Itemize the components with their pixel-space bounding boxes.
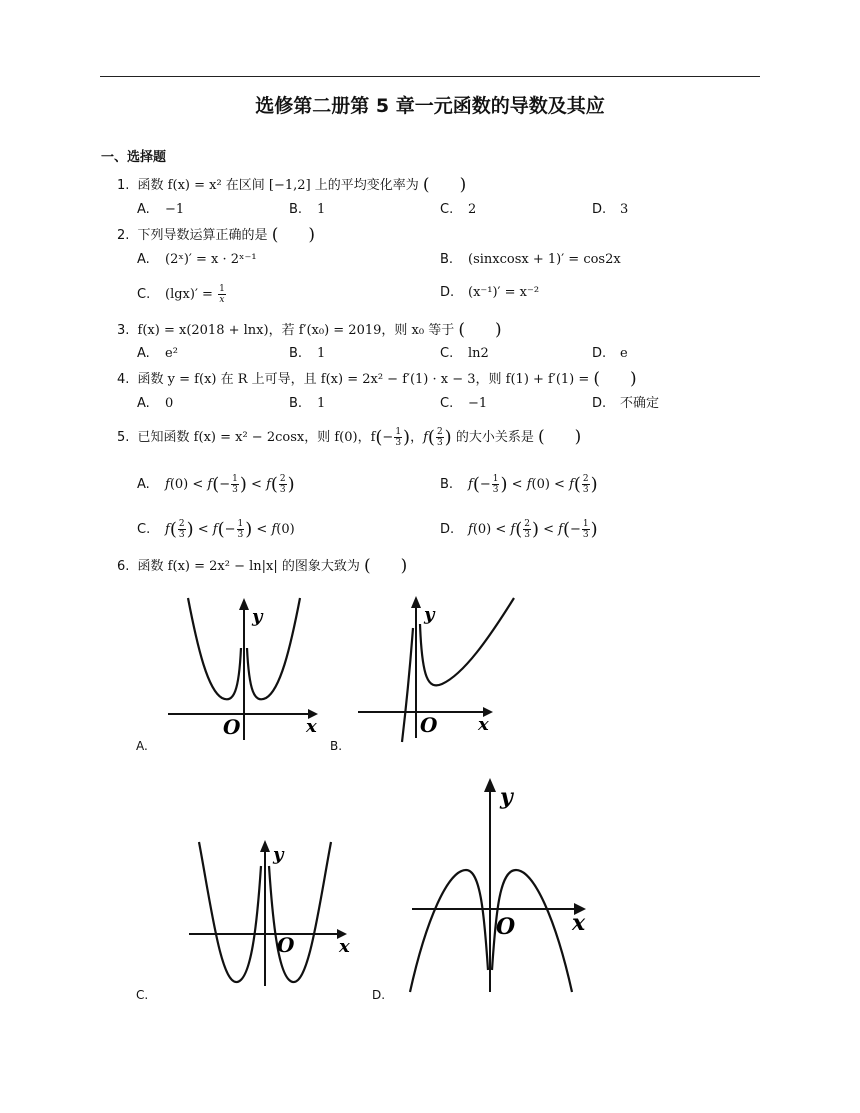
answer-blank: ( ) xyxy=(538,427,582,447)
option-a[interactable]: A. 0 xyxy=(137,396,174,411)
question-number: 5. xyxy=(117,430,130,445)
option-d[interactable]: D. e xyxy=(592,346,628,361)
y-label: y xyxy=(500,784,513,810)
question-stem: 函数 y = f(x) 在 R 上可导，且 f(x) = 2x² − f′(1) · x − 3，则 f(1) + f′(1) = xyxy=(137,372,590,387)
graph-label-d: D. xyxy=(372,988,386,1002)
question-stem-tail: 的大小关系是 xyxy=(455,430,534,445)
origin-label: O xyxy=(420,713,438,737)
answer-blank: ( ) xyxy=(458,320,502,340)
option-text: −1 xyxy=(468,396,488,411)
answer-blank: ( ) xyxy=(364,556,408,576)
question-number: 6. xyxy=(117,559,130,574)
option-b[interactable]: B. 1 xyxy=(289,346,326,361)
option-text: 1 xyxy=(317,396,326,411)
graph-c[interactable] xyxy=(185,836,370,996)
section-heading: 一、选择题 xyxy=(101,150,167,165)
option-b[interactable]: B. f(− $\frac{1}{3}$ ) < f(0) < f( $\frac{2}{3}$ ) xyxy=(440,474,598,495)
answer-blank: ( ) xyxy=(271,225,315,245)
option-b[interactable]: B. 1 xyxy=(289,396,326,411)
curve-left xyxy=(402,628,413,742)
fraction: $\frac{1}{x}$ xyxy=(219,284,225,305)
graph-b[interactable] xyxy=(354,588,524,748)
answer-blank: ( ) xyxy=(593,369,637,389)
curve-left xyxy=(410,870,488,992)
option-b[interactable]: B. 1 xyxy=(289,202,326,217)
question-number: 2. xyxy=(117,228,130,243)
question-4 xyxy=(117,370,637,389)
y-arrow xyxy=(239,598,249,610)
option-d[interactable]: D. (x⁻¹)′ = x⁻² xyxy=(440,285,540,300)
option-text: 2 xyxy=(468,202,477,217)
option-text: 3 xyxy=(620,202,629,217)
question-stem: 函数 f(x) = 2x² − ln|x| 的图象大致为 xyxy=(137,559,360,574)
graph-d[interactable] xyxy=(396,770,606,1000)
option-a[interactable]: A. −1 xyxy=(137,202,185,217)
y-label: y xyxy=(252,606,263,627)
option-text: e² xyxy=(165,346,178,361)
option-a[interactable]: A. (2ˣ)′ = x · 2ˣ⁻¹ xyxy=(137,252,257,267)
y-label: y xyxy=(273,844,284,865)
option-c[interactable]: C. −1 xyxy=(440,396,488,411)
question-5: 5. 已知函数 f(x) = x² − 2cosx，则 f(0)，f(− $\frac{1}{3}$ )，f( $\frac{2}{3}$ ) 的大小关系是 ( ) xyxy=(117,427,582,448)
option-text: (x⁻¹)′ = x⁻² xyxy=(468,285,540,300)
option-b[interactable]: B. (sinxcosx + 1)′ = cos2x xyxy=(440,252,621,267)
y-label: y xyxy=(424,604,435,625)
question-1 xyxy=(117,176,466,195)
question-stem: f(x) = x(2018 + lnx)，若 f′(x₀) = 2019，则 x₀ 等于 xyxy=(137,323,455,338)
option-text: −1 xyxy=(165,202,185,217)
graph-a[interactable] xyxy=(160,590,330,750)
x-label: x xyxy=(339,936,350,957)
graph-label-b: B. xyxy=(330,739,343,753)
y-arrow xyxy=(411,596,421,608)
question-3 xyxy=(117,321,502,340)
top-rule xyxy=(100,76,760,77)
curve-left xyxy=(188,598,241,699)
curve-left xyxy=(199,842,261,982)
question-number: 1. xyxy=(117,178,130,193)
option-text: 1 xyxy=(317,202,326,217)
option-c[interactable]: C. ln2 xyxy=(440,346,489,361)
option-text: 1 xyxy=(317,346,326,361)
graph-label-a: A. xyxy=(136,739,148,753)
question-stem: 函数 f(x) = x² 在区间 [−1,2] 上的平均变化率为 xyxy=(137,178,419,193)
question-stem: 下列导数运算正确的是 xyxy=(137,228,268,243)
x-label: x xyxy=(572,910,586,936)
option-text: e xyxy=(620,346,628,361)
answer-blank: ( ) xyxy=(422,175,467,195)
option-text: ln2 xyxy=(468,346,489,361)
origin-label: O xyxy=(223,715,241,739)
option-c[interactable]: C. (lgx)′ = $\frac{1}{x}$ xyxy=(137,284,225,305)
y-arrow xyxy=(260,840,270,852)
question-number: 4. xyxy=(117,372,130,387)
question-stem: 已知函数 f(x) = x² − 2cosx，则 f(0)，f xyxy=(137,430,376,445)
origin-label: O xyxy=(496,914,516,940)
graph-label-c: C. xyxy=(136,988,149,1002)
question-6 xyxy=(117,557,407,576)
option-a[interactable]: A. e² xyxy=(137,346,178,361)
option-d[interactable]: D. 3 xyxy=(592,202,629,217)
option-text: (lgx)′ = xyxy=(165,287,218,302)
origin-label: O xyxy=(277,933,295,957)
page-title: 选修第二册第 5 章一元函数的导数及其应 xyxy=(255,95,605,117)
question-2 xyxy=(117,226,315,245)
option-text: (sinxcosx + 1)′ = cos2x xyxy=(468,252,621,267)
y-arrow xyxy=(484,778,496,792)
option-text: (2ˣ)′ = x · 2ˣ⁻¹ xyxy=(165,252,257,267)
option-d[interactable]: D. f(0) < f( $\frac{2}{3}$ ) < f(− $\frac{1}{3}$ ) xyxy=(440,519,598,540)
question-number: 3. xyxy=(117,323,130,338)
x-label: x xyxy=(306,716,317,737)
option-a[interactable]: A. f(0) < f(− $\frac{1}{3}$ ) < f( $\frac{2}{3}$ ) xyxy=(137,474,295,495)
x-label: x xyxy=(478,714,489,735)
option-c[interactable]: C. f( $\frac{2}{3}$ ) < f(− $\frac{1}{3}$ ) < f(0) xyxy=(137,519,295,540)
option-text: 0 xyxy=(165,396,174,411)
option-text: 不确定 xyxy=(620,396,660,411)
option-c[interactable]: C. 2 xyxy=(440,202,477,217)
option-d[interactable]: D. 不确定 xyxy=(592,396,660,411)
